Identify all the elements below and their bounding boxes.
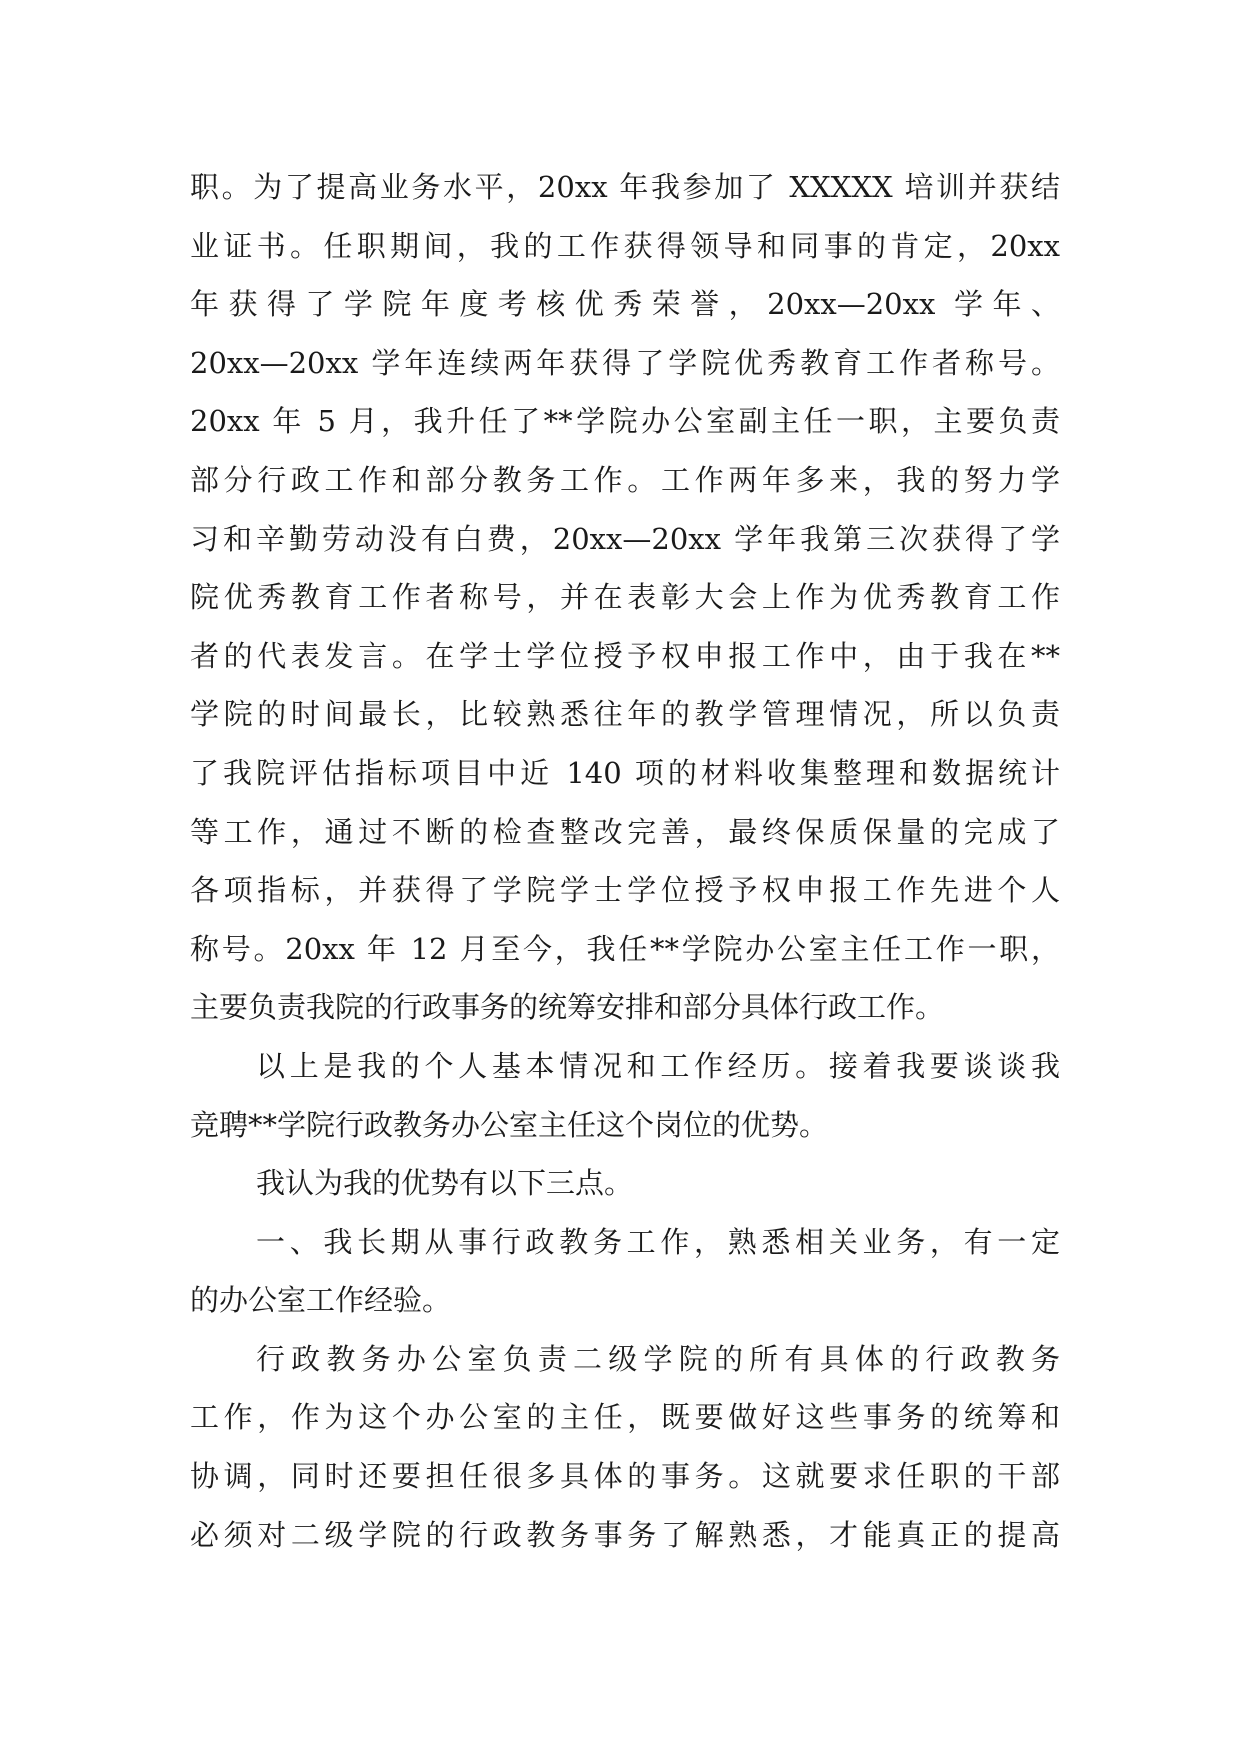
text-line: 我认为我的优势有以下三点。 <box>256 1166 634 1201</box>
text-line: 部分行政工作和部分教务工作。工作两年多来，我的努力学 <box>190 462 1060 497</box>
text-line: 院优秀教育工作者称号，并在表彰大会上作为优秀教育工作 <box>190 580 1060 615</box>
text-line: 以上是我的个人基本情况和工作经历。接着我要谈谈我 <box>256 1048 1060 1083</box>
text-line: 等工作，通过不断的检查整改完善，最终保质保量的完成了 <box>190 814 1060 849</box>
text-line: 必须对二级学院的行政教务事务了解熟悉，才能真正的提高 <box>190 1517 1060 1552</box>
text-line: 主要负责我院的行政事务的统筹安排和部分具体行政工作。 <box>190 990 945 1025</box>
text-line: 业证书。任职期间，我的工作获得领导和同事的肯定，20xx <box>190 228 1060 263</box>
text-line: 工作，作为这个办公室的主任，既要做好这些事务的统筹和 <box>190 1400 1060 1435</box>
text-line: 年获得了学院年度考核优秀荣誉，20xx—20xx 学年、 <box>190 287 1060 322</box>
text-line: 习和辛勤劳动没有白费，20xx—20xx 学年我第三次获得了学 <box>190 521 1060 556</box>
text-line: 协调，同时还要担任很多具体的事务。这就要求任职的干部 <box>190 1459 1060 1494</box>
text-line: 了我院评估指标项目中近 140 项的材料收集整理和数据统计 <box>190 755 1060 790</box>
text-line: 者的代表发言。在学士学位授予权申报工作中，由于我在** <box>190 638 1060 673</box>
text-line: 一、我长期从事行政教务工作，熟悉相关业务，有一定 <box>256 1224 1060 1259</box>
text-line: 称号。20xx 年 12 月至今，我任**学院办公室主任工作一职， <box>190 931 1060 966</box>
text-line: 行政教务办公室负责二级学院的所有具体的行政教务 <box>256 1341 1060 1376</box>
text-line: 学院的时间最长，比较熟悉往年的教学管理情况，所以负责 <box>190 697 1060 732</box>
document-body-text <box>190 158 1060 1564</box>
text-line: 的办公室工作经验。 <box>190 1283 452 1318</box>
text-line: 20xx—20xx 学年连续两年获得了学院优秀教育工作者称号。 <box>190 345 1060 380</box>
text-line: 竞聘**学院行政教务办公室主任这个岗位的优势。 <box>190 1107 829 1142</box>
text-line: 职。为了提高业务水平，20xx 年我参加了 XXXXX 培训并获结 <box>190 170 1060 204</box>
text-line: 各项指标，并获得了学院学士学位授予权申报工作先进个人 <box>190 873 1060 908</box>
text-line: 20xx 年 5 月，我升任了**学院办公室副主任一职，主要负责 <box>190 404 1060 439</box>
